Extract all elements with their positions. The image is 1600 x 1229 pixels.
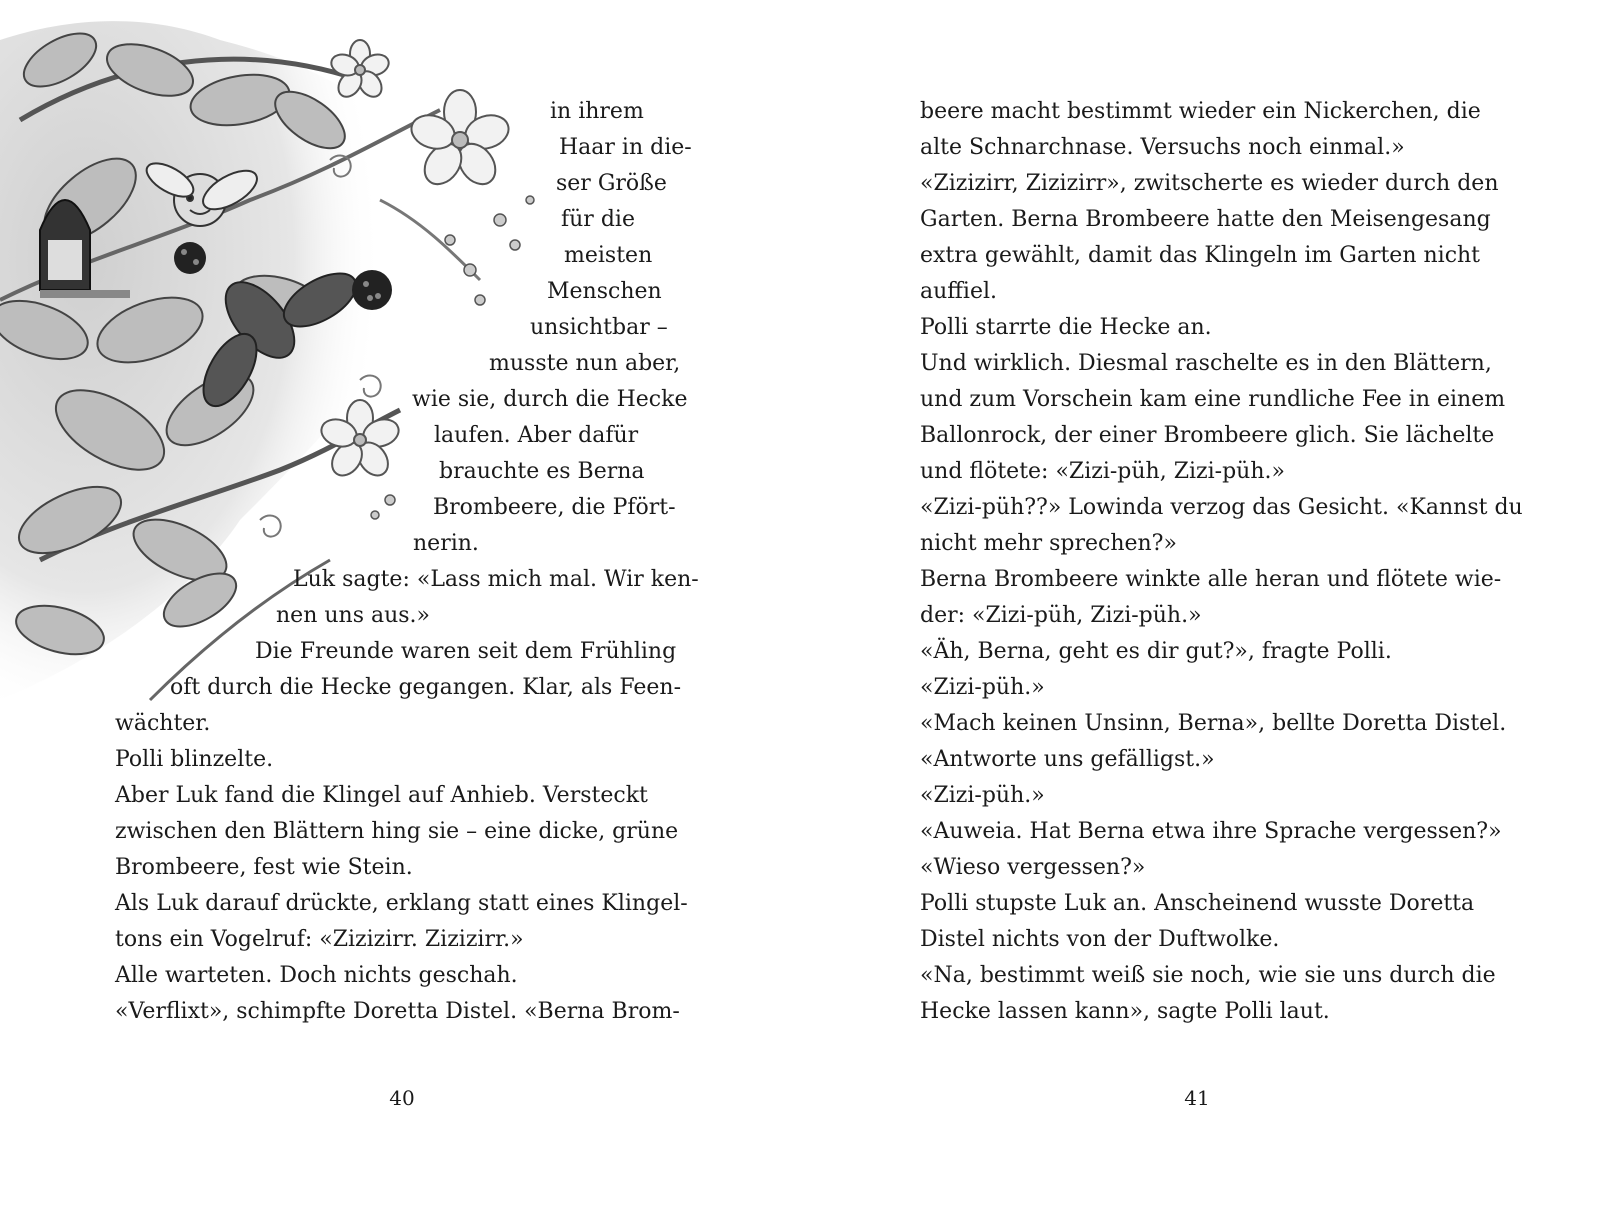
page-number-right: 41 [1184,1086,1210,1110]
text-line: Polli stupste Luk an. Anscheinend wusste Doretta [920,891,1475,916]
text-line: laufen. Aber dafür [434,423,639,448]
text-line: Luk sagte: «Lass mich mal. Wir ken- [293,567,699,592]
text-line: Polli blinzelte. [115,747,274,772]
text-line: Brombeere, fest wie Stein. [115,855,413,880]
text-line: wächter. [115,711,211,736]
text-line: «Äh, Berna, geht es dir gut?», fragte Polli. [920,639,1392,664]
text-line: Haar in die- [559,135,692,160]
text-line: Polli starrte die Hecke an. [920,315,1212,340]
text-line: musste nun aber, [489,351,681,376]
text-line: unsichtbar – [530,315,668,340]
text-line: Garten. Berna Brombeere hatte den Meisengesang [920,207,1491,232]
text-line: brauchte es Berna [439,459,645,484]
text-line: nerin. [413,531,479,556]
text-line: ser Größe [556,171,667,196]
text-line: «Zizi-püh.» [920,783,1045,808]
text-line: nicht mehr sprechen?» [920,531,1177,556]
text-line: alte Schnarchnase. Versuchs noch einmal.» [920,135,1405,160]
text-line: wie sie, durch die Hecke [412,387,688,412]
text-line: «Mach keinen Unsinn, Berna», bellte Doretta Distel. [920,711,1507,736]
text-line: «Zizizirr, Zizizirr», zwitscherte es wieder durch den [920,171,1499,196]
text-line: Hecke lassen kann», sagte Polli laut. [920,999,1330,1024]
page-number-left: 40 [389,1086,415,1110]
right-page [800,0,1600,1229]
text-line: Die Freunde waren seit dem Frühling [255,639,677,664]
text-line: und flötete: «Zizi-püh, Zizi-püh.» [920,459,1285,484]
text-line: «Verflixt», schimpfte Doretta Distel. «Berna Brom- [115,999,680,1024]
text-line: Und wirklich. Diesmal raschelte es in den Blättern, [920,351,1492,376]
text-line: nen uns aus.» [276,603,430,628]
text-line: «Zizi-püh.» [920,675,1045,700]
text-line: «Auweia. Hat Berna etwa ihre Sprache vergessen?» [920,819,1502,844]
text-line: «Zizi-püh??» Lowinda verzog das Gesicht. «Kannst du [920,495,1523,520]
text-line: tons ein Vogelruf: «Zizizirr. Zizizirr.» [115,927,524,952]
text-line: Als Luk darauf drückte, erklang statt eines Klingel- [115,891,688,916]
text-line: in ihrem [550,99,644,124]
text-line: für die [561,207,635,232]
text-line: meisten [564,243,653,268]
text-line: «Antworte uns gefälligst.» [920,747,1215,772]
text-line: zwischen den Blättern hing sie – eine dicke, grüne [115,819,679,844]
text-line: «Na, bestimmt weiß sie noch, wie sie uns durch die [920,963,1496,988]
text-line: Alle warteten. Doch nichts geschah. [115,963,518,988]
text-line: Brombeere, die Pfört- [433,495,676,520]
text-line: Ballonrock, der einer Brombeere glich. Sie lächelte [920,423,1495,448]
text-line: und zum Vorschein kam eine rundliche Fee in einem [920,387,1506,412]
text-line: der: «Zizi-püh, Zizi-püh.» [920,603,1202,628]
text-line: oft durch die Hecke gegangen. Klar, als Feen- [170,675,682,700]
text-line: Distel nichts von der Duftwolke. [920,927,1280,952]
text-line: auffiel. [920,279,997,304]
text-line: «Wieso vergessen?» [920,855,1146,880]
text-line: Aber Luk fand die Klingel auf Anhieb. Versteckt [115,783,648,808]
text-line: Menschen [547,279,662,304]
text-line: beere macht bestimmt wieder ein Nickerchen, die [920,99,1481,124]
text-line: Berna Brombeere winkte alle heran und flötete wie- [920,567,1502,592]
text-line: extra gewählt, damit das Klingeln im Garten nicht [920,243,1481,268]
